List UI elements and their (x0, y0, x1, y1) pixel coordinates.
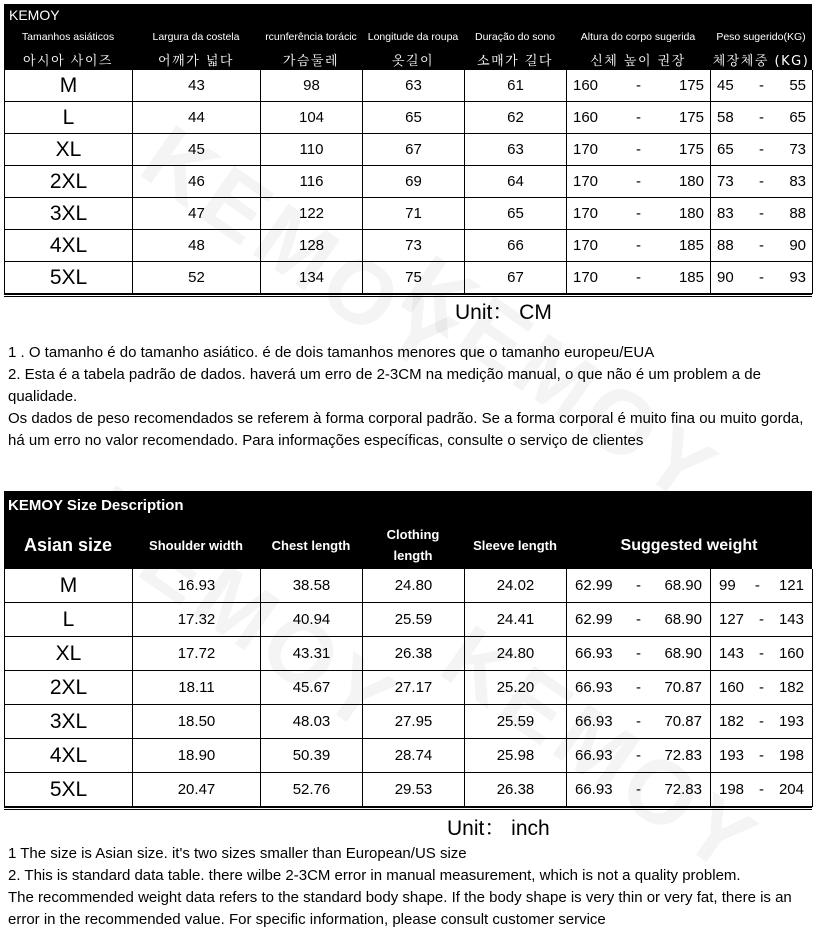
chest-cell: 122 (261, 198, 363, 230)
shoulder-cell: 46 (133, 166, 261, 198)
weight-range-cell (711, 102, 813, 134)
weight-min: 182 (719, 713, 745, 730)
table-row (5, 70, 813, 102)
sleeve-cell: 25.59 (465, 705, 567, 739)
header-suggested-weight: Suggested weight (620, 536, 758, 554)
height-min: 160 (573, 77, 599, 94)
unit-cm-label: Unit： CM (455, 301, 552, 324)
height-max: 68.90 (664, 611, 702, 628)
weight-max: 182 (778, 679, 804, 696)
range-dash: - (759, 141, 764, 158)
height-range-cell (567, 637, 711, 671)
header-asian-size: Asian size (23, 534, 113, 555)
weight-max: 93 (789, 269, 806, 286)
header-weight-kr: 체장체중 (KG) (712, 53, 810, 69)
header-height-kr: 신체 높이 권장 (590, 53, 686, 69)
length-cell: 27.17 (363, 671, 465, 705)
range-dash: - (636, 713, 641, 730)
size-cell: 3XL (5, 198, 133, 230)
shoulder-cell: 17.72 (133, 637, 261, 671)
chest-cell: 116 (261, 166, 363, 198)
chest-cell: 128 (261, 230, 363, 262)
english-header-row (4, 521, 812, 569)
table-divider (4, 807, 812, 810)
weight-range-cell (711, 70, 813, 102)
header-clothing-line1: Clothing (386, 527, 440, 542)
length-cell: 27.95 (363, 705, 465, 739)
shoulder-cell: 16.93 (133, 569, 261, 603)
shoulder-cell: 18.11 (133, 671, 261, 705)
range-dash: - (636, 747, 641, 764)
shoulder-cell: 18.50 (133, 705, 261, 739)
table-row (5, 671, 813, 705)
height-min: 62.99 (575, 611, 613, 628)
chest-cell: 45.67 (261, 671, 363, 705)
shoulder-cell: 45 (133, 134, 261, 166)
weight-range-cell (711, 671, 813, 705)
weight-max: 88 (789, 205, 806, 222)
height-min: 170 (573, 173, 599, 190)
header-weight: Peso sugerido(KG) (716, 31, 806, 43)
weight-max: 65 (789, 109, 806, 126)
size-cell: 3XL (5, 705, 133, 739)
weight-max: 143 (778, 611, 804, 628)
inch-table-header (4, 491, 812, 569)
chest-cell: 43.31 (261, 637, 363, 671)
header-sleeve-kr: 소매가 길다 (477, 53, 553, 69)
shoulder-cell: 20.47 (133, 773, 261, 807)
weight-min: 160 (719, 679, 745, 696)
height-range-cell (567, 603, 711, 637)
weight-range-cell (711, 739, 813, 773)
weight-max: 73 (789, 141, 806, 158)
unit-inch-label: Unit： inch (447, 817, 550, 840)
range-dash: - (759, 237, 764, 254)
sleeve-cell: 64 (465, 166, 567, 198)
range-dash: - (759, 611, 764, 628)
length-cell: 71 (363, 198, 465, 230)
size-cell: M (5, 569, 133, 603)
height-min: 170 (573, 237, 599, 254)
weight-range-cell (711, 773, 813, 807)
height-range-cell (567, 262, 711, 294)
portuguese-header-row (4, 26, 812, 48)
height-max: 70.87 (664, 713, 702, 730)
range-dash: - (759, 77, 764, 94)
table-row (5, 198, 813, 230)
table-row (5, 637, 813, 671)
height-range-cell (567, 739, 711, 773)
weight-max: 55 (789, 77, 806, 94)
range-dash: - (759, 747, 764, 764)
height-max: 68.90 (664, 577, 702, 594)
weight-min: 143 (719, 645, 745, 662)
weight-max: 198 (778, 747, 804, 764)
sleeve-cell: 66 (465, 230, 567, 262)
range-dash: - (636, 781, 641, 798)
weight-range-cell (711, 705, 813, 739)
size-cell: L (5, 603, 133, 637)
range-dash: - (759, 205, 764, 222)
height-max: 180 (678, 205, 704, 222)
height-max: 72.83 (664, 747, 702, 764)
range-dash: - (636, 611, 641, 628)
weight-max: 204 (778, 781, 804, 798)
height-min: 66.93 (575, 645, 613, 662)
height-min: 66.93 (575, 747, 613, 764)
length-cell: 75 (363, 262, 465, 294)
range-dash: - (759, 269, 764, 286)
height-min: 66.93 (575, 713, 613, 730)
chest-cell: 98 (261, 70, 363, 102)
notes-portuguese (8, 342, 808, 452)
table-row (5, 705, 813, 739)
length-cell: 67 (363, 134, 465, 166)
height-range-cell (567, 102, 711, 134)
height-max: 175 (678, 77, 704, 94)
chest-cell: 110 (261, 134, 363, 166)
chest-cell: 40.94 (261, 603, 363, 637)
height-min: 170 (573, 141, 599, 158)
weight-range-cell (711, 134, 813, 166)
shoulder-cell: 52 (133, 262, 261, 294)
sleeve-cell: 67 (465, 262, 567, 294)
height-max: 68.90 (664, 645, 702, 662)
note-line: The recommended weight data refers to the standard body shape. If the body shape is very thin or very fat, there is an error in the recommended value. For specific information, please consult customer service (8, 889, 792, 928)
header-chest-length: Chest length (271, 537, 351, 553)
header-clothing-length (362, 524, 464, 566)
sleeve-cell: 26.38 (465, 773, 567, 807)
height-range-cell (567, 134, 711, 166)
range-dash: - (636, 679, 641, 696)
weight-min: 83 (717, 205, 734, 222)
sleeve-cell: 61 (465, 70, 567, 102)
note-line: Os dados de peso recomendados se referem à forma corporal padrão. Se a forma corporal é muito fina ou muito gorda, há um erro no valor recomendado. Para informações específicas, consulte o serviço de clientes (8, 410, 804, 449)
range-dash: - (636, 269, 641, 286)
height-range-cell (567, 198, 711, 230)
shoulder-cell: 48 (133, 230, 261, 262)
table-row (5, 773, 813, 807)
weight-min: 65 (717, 141, 734, 158)
shoulder-cell: 17.32 (133, 603, 261, 637)
header-shoulder: Largura da costela (152, 31, 240, 43)
height-range-cell (567, 230, 711, 262)
height-range-cell (567, 773, 711, 807)
weight-min: 198 (719, 781, 745, 798)
chest-cell: 134 (261, 262, 363, 294)
size-cell: 2XL (5, 671, 133, 705)
height-min: 160 (573, 109, 599, 126)
sleeve-cell: 24.02 (465, 569, 567, 603)
sleeve-cell: 63 (465, 134, 567, 166)
height-min: 66.93 (575, 781, 613, 798)
weight-range-cell (711, 603, 813, 637)
size-cell: XL (5, 134, 133, 166)
chest-cell: 38.58 (261, 569, 363, 603)
shoulder-cell: 47 (133, 198, 261, 230)
shoulder-cell: 44 (133, 102, 261, 134)
range-dash: - (636, 645, 641, 662)
height-max: 175 (678, 141, 704, 158)
size-cell: M (5, 70, 133, 102)
header-chest: rcunferência torácic (265, 31, 357, 43)
cm-table-header (4, 4, 812, 70)
weight-min: 88 (717, 237, 734, 254)
note-line: 1 . O tamanho é do tamanho asiático. é de dois tamanhos menores que o tamanho europeu/EUA (8, 344, 655, 361)
table-row (5, 134, 813, 166)
range-dash: - (759, 645, 764, 662)
sleeve-cell: 65 (465, 198, 567, 230)
header-clothing-line2: length (393, 548, 433, 563)
height-max: 70.87 (664, 679, 702, 696)
size-cell: 4XL (5, 739, 133, 773)
chest-cell: 104 (261, 102, 363, 134)
length-cell: 24.80 (363, 569, 465, 603)
height-max: 72.83 (664, 781, 702, 798)
note-line: 1 The size is Asian size. it's two sizes smaller than European/US size (8, 845, 467, 862)
table-row (5, 166, 813, 198)
inch-data-table (4, 569, 813, 807)
table-divider (4, 294, 812, 297)
weight-range-cell (711, 230, 813, 262)
range-dash: - (636, 109, 641, 126)
note-line: 2. Esta é a tabela padrão de dados. haverá um erro de 2-3CM na medição manual, o que não é um problem a de qualidade. (8, 366, 761, 405)
notes-english (8, 843, 808, 931)
weight-min: 90 (717, 269, 734, 286)
range-dash: - (759, 781, 764, 798)
table-row (5, 569, 813, 603)
weight-max: 121 (778, 577, 804, 594)
weight-max: 160 (778, 645, 804, 662)
length-cell: 63 (363, 70, 465, 102)
sleeve-cell: 25.20 (465, 671, 567, 705)
weight-min: 99 (719, 577, 736, 594)
cm-size-chart (4, 4, 812, 297)
weight-range-cell (711, 262, 813, 294)
weight-max: 83 (789, 173, 806, 190)
weight-min: 193 (719, 747, 745, 764)
inch-size-chart (4, 491, 812, 810)
length-cell: 29.53 (363, 773, 465, 807)
length-cell: 73 (363, 230, 465, 262)
sleeve-cell: 24.80 (465, 637, 567, 671)
length-cell: 26.38 (363, 637, 465, 671)
weight-min: 127 (719, 611, 745, 628)
length-cell: 65 (363, 102, 465, 134)
sleeve-cell: 25.98 (465, 739, 567, 773)
shoulder-cell: 18.90 (133, 739, 261, 773)
height-min: 66.93 (575, 679, 613, 696)
size-cell: L (5, 102, 133, 134)
header-shoulder-width: Shoulder width (149, 537, 243, 553)
header-height: Altura do corpo sugerida (580, 31, 696, 43)
weight-range-cell (711, 166, 813, 198)
height-max: 180 (678, 173, 704, 190)
chest-cell: 48.03 (261, 705, 363, 739)
header-sleeve-length: Sleeve length (473, 537, 557, 553)
range-dash: - (759, 679, 764, 696)
header-sleeve: Duração do sono (475, 31, 555, 43)
header-length: Longitude da roupa (367, 31, 459, 43)
range-dash: - (636, 577, 641, 594)
header-size-kr: 아시아 사이즈 (23, 53, 113, 69)
header-length-kr: 옷길이 (391, 53, 435, 69)
length-cell: 69 (363, 166, 465, 198)
height-max: 185 (678, 237, 704, 254)
weight-min: 45 (717, 77, 734, 94)
header-chest-kr: 가슴둘레 (282, 53, 340, 69)
height-range-cell (567, 705, 711, 739)
weight-min: 73 (717, 173, 734, 190)
table-row (5, 739, 813, 773)
table-row (5, 262, 813, 294)
range-dash: - (636, 205, 641, 222)
brand-label: KEMOY (9, 7, 60, 23)
cm-data-table (4, 70, 813, 294)
sleeve-cell: 24.41 (465, 603, 567, 637)
weight-range-cell (711, 569, 813, 603)
range-dash: - (759, 713, 764, 730)
chest-cell: 50.39 (261, 739, 363, 773)
range-dash: - (759, 109, 764, 126)
range-dash: - (636, 237, 641, 254)
range-dash: - (754, 577, 760, 594)
size-description-title: KEMOY Size Description (8, 497, 184, 514)
length-cell: 25.59 (363, 603, 465, 637)
korean-header-row (4, 48, 812, 70)
size-cell: 5XL (5, 262, 133, 294)
size-cell: 2XL (5, 166, 133, 198)
weight-max: 193 (778, 713, 804, 730)
table-row (5, 102, 813, 134)
height-range-cell (567, 166, 711, 198)
range-dash: - (759, 173, 764, 190)
table-row (5, 603, 813, 637)
height-min: 170 (573, 269, 599, 286)
shoulder-cell: 43 (133, 70, 261, 102)
height-min: 62.99 (575, 577, 613, 594)
height-min: 170 (573, 205, 599, 222)
height-range-cell (567, 569, 711, 603)
height-max: 185 (678, 269, 704, 286)
chest-cell: 52.76 (261, 773, 363, 807)
range-dash: - (636, 173, 641, 190)
weight-range-cell (711, 198, 813, 230)
size-cell: XL (5, 637, 133, 671)
header-shoulder-kr: 어깨가 넓다 (158, 53, 234, 69)
height-max: 175 (678, 109, 704, 126)
note-line: 2. This is standard data table. there wilbe 2-3CM error in manual measurement, which is not a quality problem. (8, 867, 741, 884)
length-cell: 28.74 (363, 739, 465, 773)
header-size: Tamanhos asiáticos (21, 31, 115, 43)
height-range-cell (567, 70, 711, 102)
height-range-cell (567, 671, 711, 705)
range-dash: - (636, 141, 641, 158)
sleeve-cell: 62 (465, 102, 567, 134)
size-cell: 5XL (5, 773, 133, 807)
range-dash: - (636, 77, 641, 94)
weight-max: 90 (789, 237, 806, 254)
table-row (5, 230, 813, 262)
weight-range-cell (711, 637, 813, 671)
weight-min: 58 (717, 109, 734, 126)
size-cell: 4XL (5, 230, 133, 262)
